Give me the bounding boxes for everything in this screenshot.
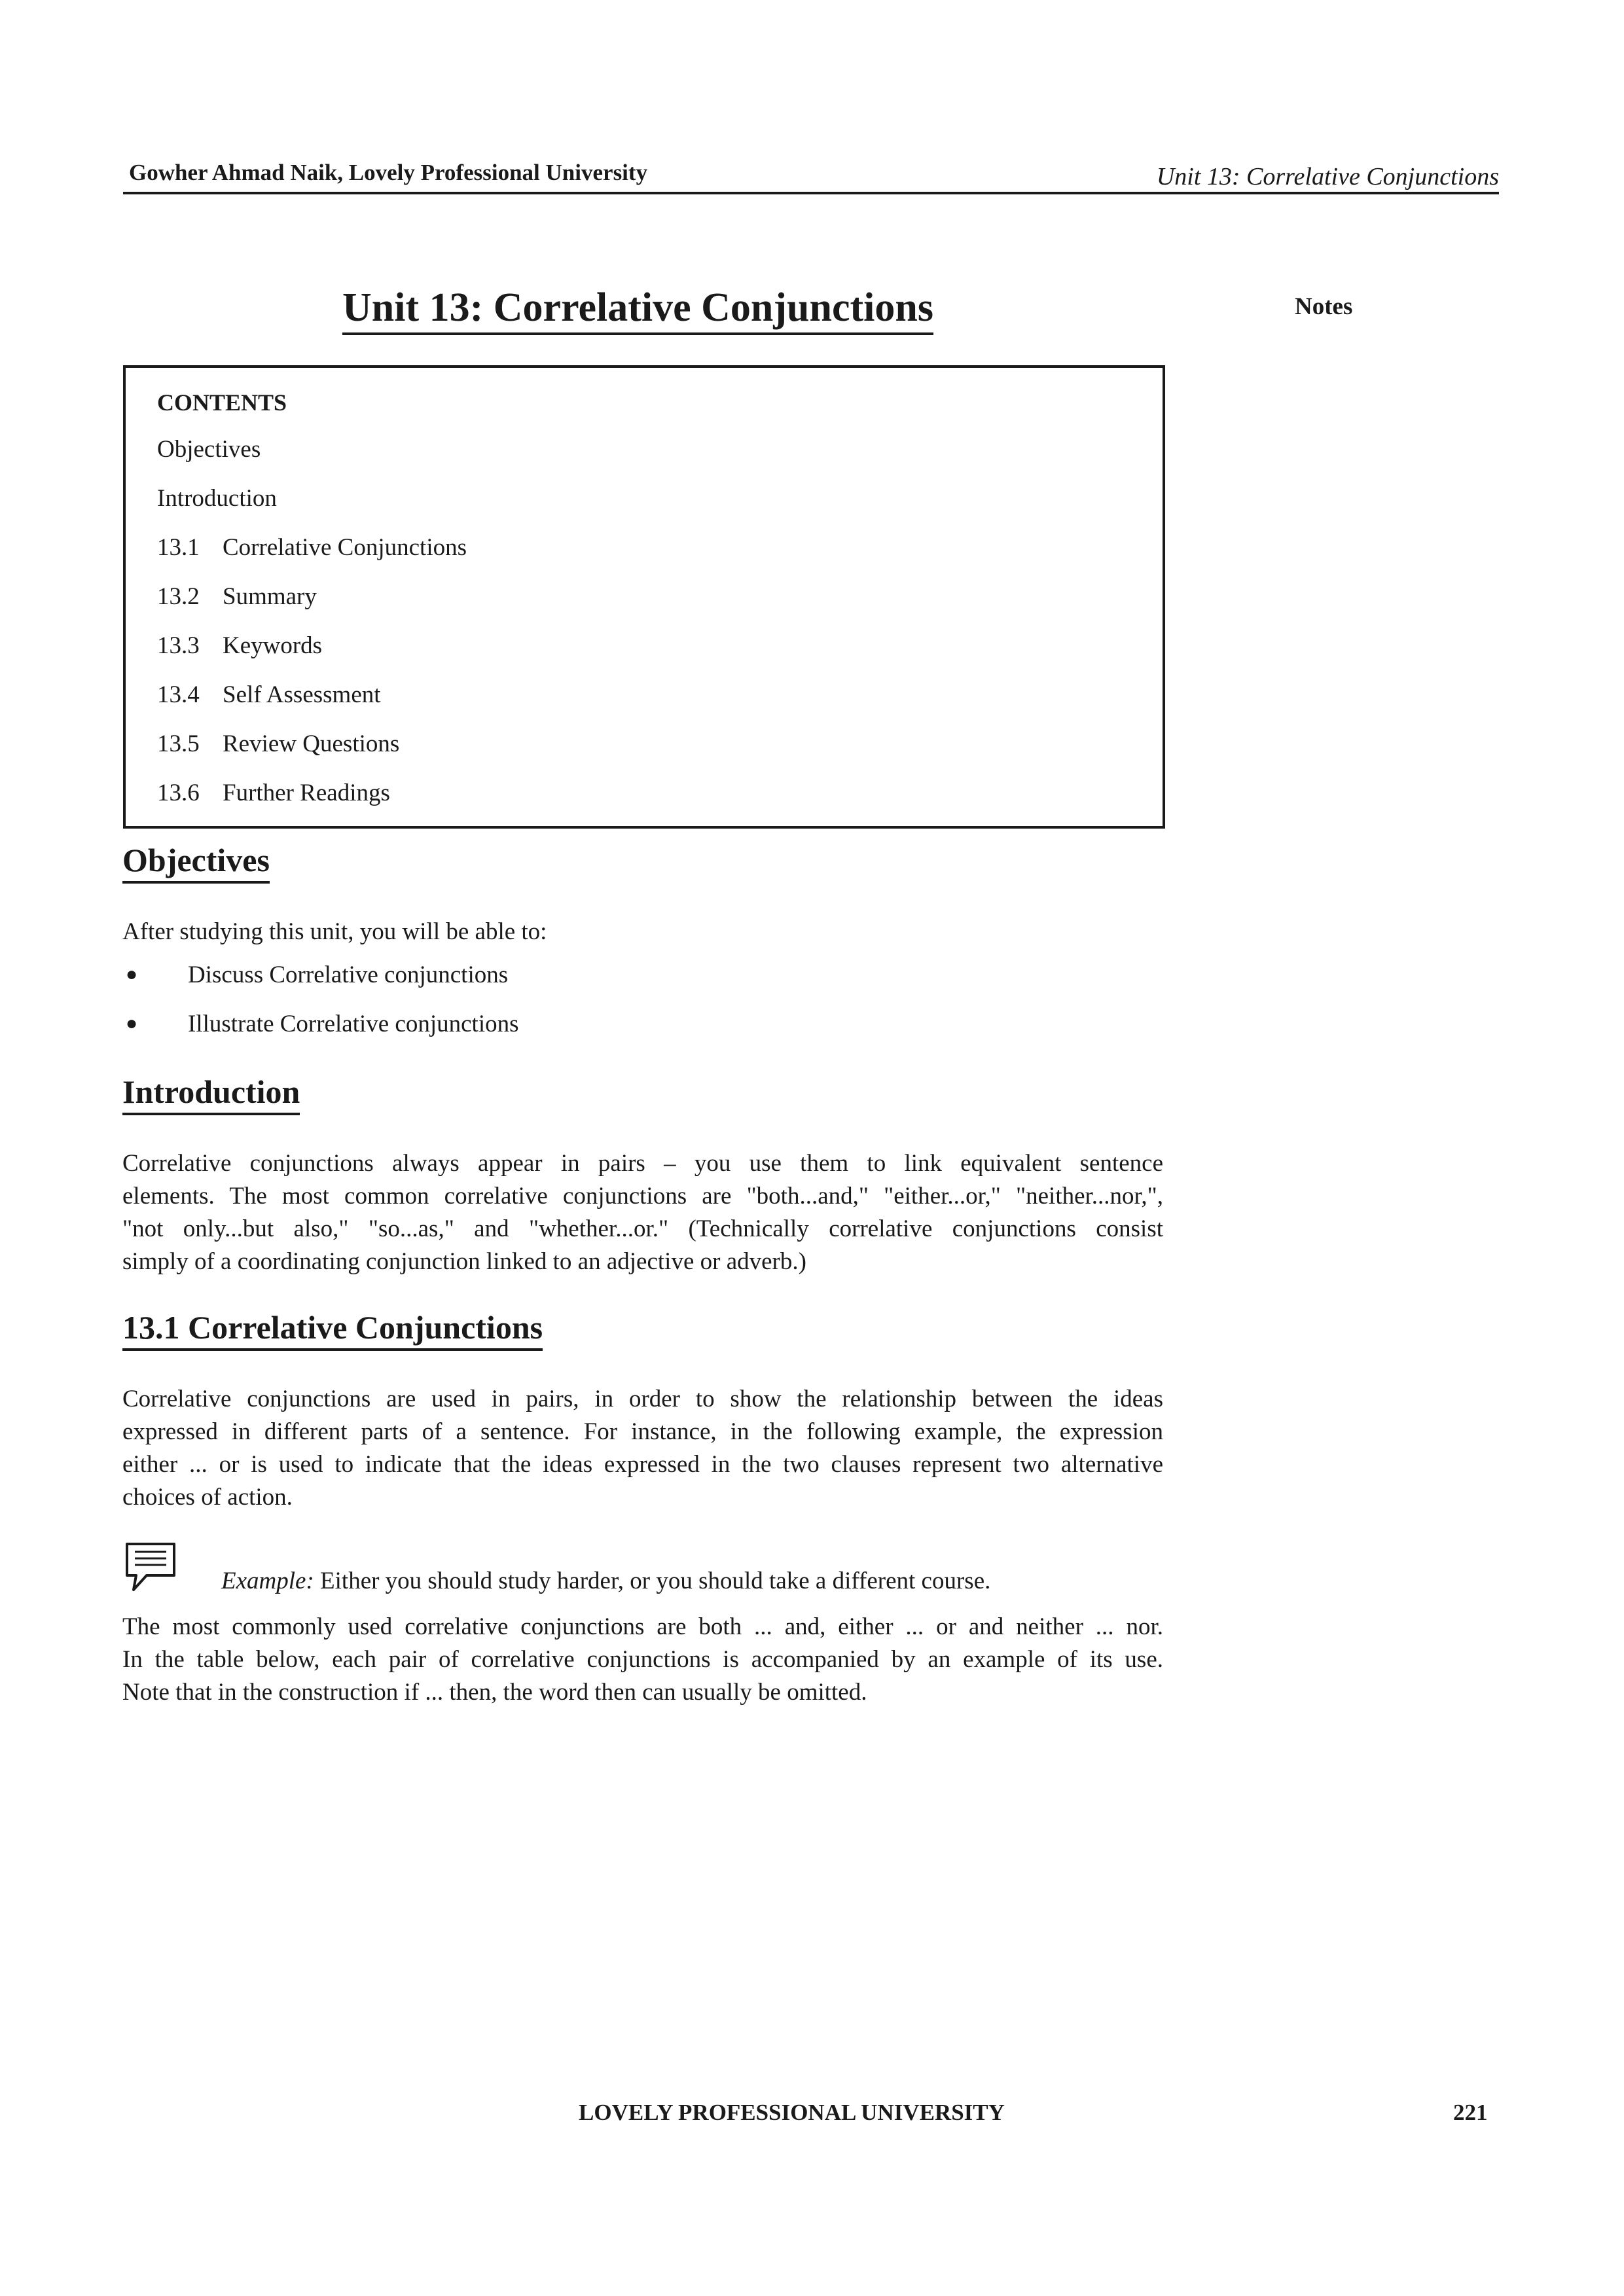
introduction-heading: Introduction — [122, 1073, 300, 1115]
bullet-icon: ● — [126, 963, 138, 985]
objective-item: Discuss Correlative conjunctions — [188, 961, 509, 988]
example-sentence — [221, 1567, 990, 1595]
contents-box — [123, 365, 1165, 829]
contents-heading: CONTENTS — [157, 389, 287, 416]
contents-item-label: Introduction — [157, 485, 277, 512]
example-text: Either you should study harder, or you should take a different course. — [314, 1568, 991, 1594]
paragraph-line: Note that in the construction if ... then, the word then can usually be omitted. — [122, 1679, 867, 1706]
header-author: Gowher Ahmad Naik, Lovely Professional University — [129, 160, 648, 185]
contents-item-13-1[interactable] — [157, 533, 467, 562]
contents-item-13-4[interactable] — [157, 681, 381, 709]
objective-item: Illustrate Correlative conjunctions — [188, 1011, 519, 1037]
section-13-1-paragraph — [122, 1383, 1163, 1514]
paragraph-line: Correlative conjunctions are used in pairs, in order to show the relationship between the ideas — [122, 1386, 1163, 1412]
contents-item-objectives[interactable] — [157, 435, 261, 463]
section-13-1-heading: 13.1 Correlative Conjunctions — [122, 1309, 543, 1351]
contents-item-label: Keywords — [223, 632, 323, 659]
contents-item-label: Self Assessment — [223, 681, 381, 708]
contents-item-13-2[interactable] — [157, 583, 317, 611]
header-running-title: Unit 13: Correlative Conjunctions — [1156, 163, 1499, 190]
contents-item-label: Objectives — [157, 436, 261, 463]
objectives-heading: Objectives — [122, 842, 270, 884]
paragraph-line: "not only...but also," "so...as," and "whether...or." (Technically correlative conjunctions consist — [122, 1215, 1163, 1242]
paragraph-line: In the table below, each pair of correlative conjunctions is accompanied by an example of its use. — [122, 1646, 1163, 1673]
page-title: Unit 13: Correlative Conjunctions — [342, 285, 933, 335]
paragraph-line: either ... or is used to indicate that the ideas expressed in the two clauses represent two alternative — [122, 1451, 1163, 1478]
contents-item-number: 13.5 — [157, 730, 200, 757]
example-note-icon — [124, 1541, 177, 1594]
contents-item-label: Correlative Conjunctions — [223, 534, 467, 561]
page-number: 221 — [1453, 2100, 1488, 2125]
paragraph-line: Correlative conjunctions always appear in pairs – you use them to link equivalent sentence — [122, 1150, 1163, 1177]
contents-item-introduction[interactable] — [157, 484, 277, 512]
objectives-intro: After studying this unit, you will be able to: — [122, 918, 547, 945]
example-label: Example: — [221, 1568, 314, 1594]
bullet-icon: ● — [126, 1013, 138, 1034]
contents-item-label: Summary — [223, 583, 317, 610]
contents-item-number: 13.1 — [157, 534, 200, 561]
paragraph-line: elements. The most common correlative conjunctions are "both...and," "either...or," "neither...nor,", — [122, 1183, 1163, 1210]
paragraph-line: simply of a coordinating conjunction linked to an adjective or adverb.) — [122, 1248, 806, 1275]
contents-item-13-5[interactable] — [157, 730, 399, 758]
contents-item-label: Further Readings — [223, 780, 390, 806]
footer-publisher: LOVELY PROFESSIONAL UNIVERSITY — [579, 2100, 1005, 2125]
paragraph-line: expressed in different parts of a sentence. For instance, in the following example, the expression — [122, 1418, 1163, 1445]
contents-item-number: 13.2 — [157, 583, 200, 610]
contents-item-number: 13.4 — [157, 681, 200, 708]
paragraph-line: choices of action. — [122, 1484, 293, 1511]
header-rule — [123, 192, 1499, 194]
contents-item-number: 13.6 — [157, 780, 200, 806]
contents-item-number: 13.3 — [157, 632, 200, 659]
contents-item-13-6[interactable] — [157, 779, 390, 807]
section-13-1-paragraph-2 — [122, 1611, 1163, 1709]
contents-item-label: Review Questions — [223, 730, 400, 757]
introduction-paragraph — [122, 1147, 1163, 1278]
paragraph-line: The most commonly used correlative conjunctions are both ... and, either ... or and neither ... nor. — [122, 1613, 1163, 1640]
notes-margin-label: Notes — [1295, 293, 1353, 320]
contents-item-13-3[interactable] — [157, 632, 322, 660]
